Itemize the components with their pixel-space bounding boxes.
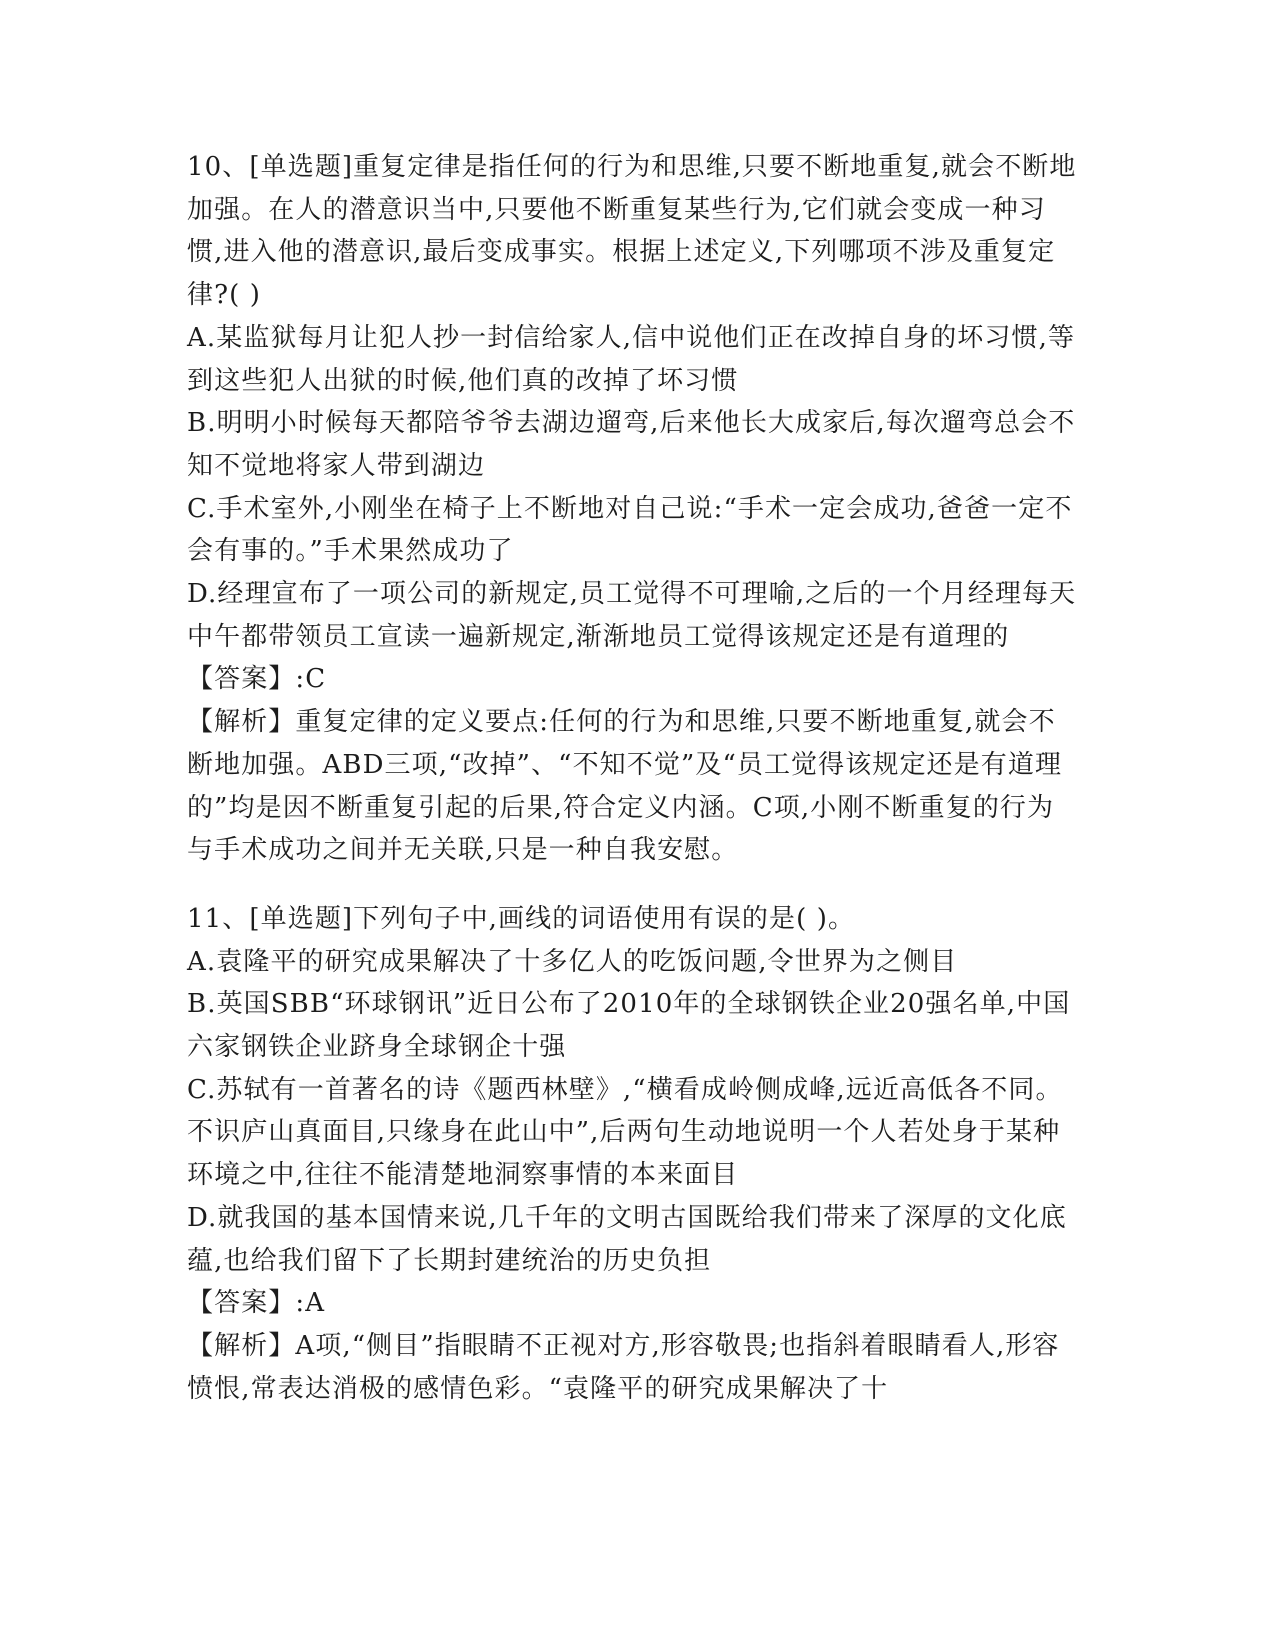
answer-line [187, 1282, 1077, 1325]
option-a: A.袁隆平的研究成果解决了十多亿人的吃饭问题,令世界为之侧目 [187, 946, 958, 977]
analysis-text: 重复定律的定义要点:任何的行为和思维,只要不断地重复,就会不断地加强。ABD三项,“改掉”、“不知不觉”及“员工觉得该规定还是有道理的”均是因不断重复引起的后果,符合定义内涵。C项,小刚不断重复的行为与手术成功之间并无关联,只是一种自我安慰。 [187, 707, 1063, 866]
option-a: A.某监狱每月让犯人抄一封信给家人,信中说他们正在改掉自身的坏习惯,等到这些犯人出狱的时候,他们真的改掉了坏习惯 [187, 322, 1076, 396]
option-c: C.手术室外,小刚坐在椅子上不断地对自己说:“手术一定会成功,爸爸一定不会有事的。”手术果然成功了 [187, 493, 1073, 567]
option-c: C.苏轼有一首著名的诗《题西林壁》,“横看成岭侧成峰,远近高低各不同。不识庐山真面目,只缘身在此山中”,后两句生动地说明一个人若处身于某种环境之中,往往不能清楚地洞察事情的本来面目 [187, 1074, 1063, 1191]
document-page [187, 146, 1077, 1410]
question-spacer [187, 872, 1077, 898]
option-b: B.明明小时候每天都陪爷爷去湖边遛弯,后来他长大成家后,每次遛弯总会不知不觉地将家人带到湖边 [187, 408, 1076, 481]
question-stem: 10、[单选题]重复定律是指任何的行为和思维,只要不断地重复,就会不断地加强。在人的潜意识当中,只要他不断重复某些行为,它们就会变成一种习惯,进入他的潜意识,最后变成事实。根据上述定义,下列哪项不涉及重复定律?( ) [187, 152, 1077, 311]
analysis-label: 【解析】 [187, 707, 296, 738]
question-10 [187, 146, 1077, 872]
option-d: D.经理宣布了一项公司的新规定,员工觉得不可理喻,之后的一个月经理每天中午都带领员工宣读一遍新规定,渐渐地员工觉得该规定还是有道理的 [187, 579, 1077, 652]
answer-value: C [305, 664, 327, 695]
answer-label: 【答案】: [187, 664, 306, 695]
question-11 [187, 898, 1077, 1410]
option-d: D.就我国的基本国情来说,几千年的文明古国既给我们带来了深厚的文化底蕴,也给我们留下了长期封建统治的历史负担 [187, 1202, 1067, 1276]
answer-value: A [305, 1288, 326, 1319]
answer-label: 【答案】: [187, 1288, 306, 1319]
question-stem: 11、[单选题]下列句子中,画线的词语使用有误的是( )。 [187, 903, 856, 934]
analysis-line [187, 1325, 1077, 1410]
analysis-line [187, 701, 1077, 872]
analysis-label: 【解析】 [187, 1330, 296, 1361]
answer-line [187, 658, 1077, 701]
option-b: B.英国SBB“环球钢讯”近日公布了2010年的全球钢铁企业20强名单,中国六家钢铁企业跻身全球钢企十强 [187, 989, 1071, 1063]
analysis-text: A项,“侧目”指眼睛不正视对方,形容敬畏;也指斜着眼睛看人,形容愤恨,常表达消极的感情色彩。“袁隆平的研究成果解决了十 [187, 1330, 1060, 1404]
